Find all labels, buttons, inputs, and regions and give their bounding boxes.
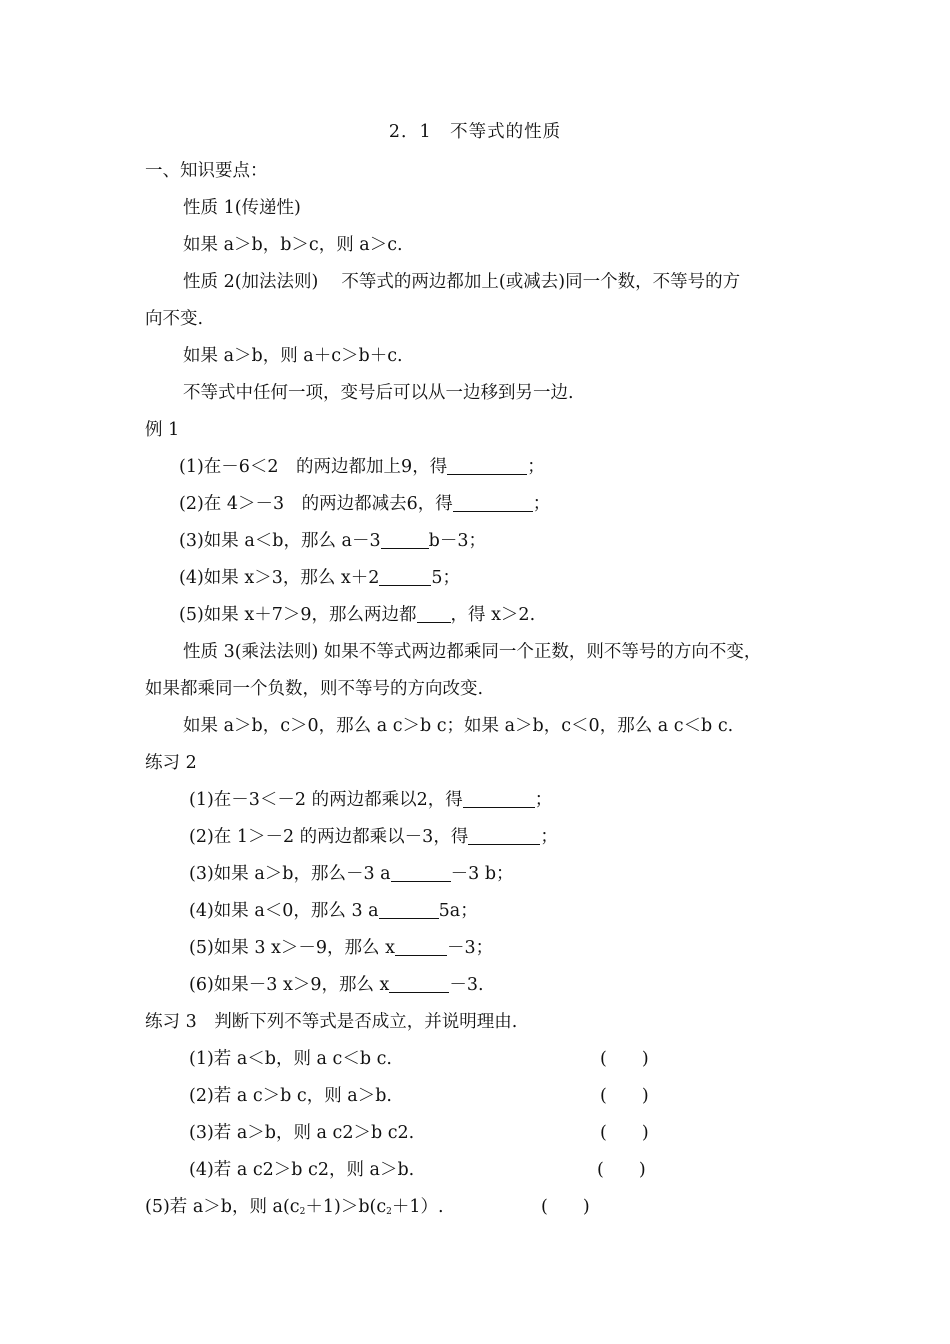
answer-blank[interactable] <box>391 863 451 882</box>
exercise-3-heading: 练习 3 判断下列不等式是否成立，并说明理由. <box>145 1012 518 1032</box>
page-title: 2．1 不等式的性质 <box>388 122 562 142</box>
property-2-rule: 如果 a＞b，则 a＋c＞b＋c. <box>183 346 403 366</box>
item-text: ； <box>540 827 558 847</box>
property-2-note: 不等式中任何一项，变号后可以从一边移到另一边. <box>183 383 574 403</box>
answer-blank[interactable] <box>468 826 540 845</box>
property-3-text-cont: 如果都乘同一个负数，则不等号的方向改变. <box>145 679 484 699</box>
superscript: 2 <box>299 1207 306 1217</box>
exercise-2-item-1 <box>189 789 552 811</box>
answer-blank[interactable] <box>379 567 431 586</box>
property-3-rule: 如果 a＞b，c＞0，那么 a c＞b c；如果 a＞b，c＜0，那么 a c＜b c. <box>183 716 734 736</box>
exercise-3-item-2: (2)若 a c＞b c，则 a＞b. <box>189 1086 392 1106</box>
exercise-3-item-3: (3)若 a＞b，则 a c2＞b c2. <box>189 1123 415 1143</box>
judgement-paren[interactable]: ( ) <box>600 1049 649 1069</box>
item-text: ＋1)＞b(c <box>305 1197 387 1217</box>
item-text: (4)如果 x＞3，那么 x＋2 <box>179 568 380 588</box>
exercise-3-item-5 <box>145 1196 444 1223</box>
item-text: －3 b； <box>450 864 514 884</box>
item-text: (6)如果－3 x＞9，那么 x <box>189 975 390 995</box>
judgement-paren[interactable]: ( ) <box>541 1197 590 1217</box>
answer-blank[interactable] <box>447 456 527 475</box>
exercise-2-item-5 <box>189 937 493 959</box>
answer-blank[interactable] <box>381 530 429 549</box>
exercise-2-item-3 <box>189 863 514 885</box>
item-text: (5)若 a＞b，则 a(c <box>145 1197 300 1217</box>
answer-blank[interactable] <box>453 493 533 512</box>
example-1-item-4 <box>179 567 460 589</box>
item-text: －3； <box>446 938 494 958</box>
answer-blank[interactable] <box>395 937 447 956</box>
item-text: (1)在－3＜－2 的两边都乘以2，得 <box>189 790 463 810</box>
item-text: (3)如果 a＜b，那么 a－3 <box>179 531 381 551</box>
section-heading: 一、知识要点： <box>145 161 268 181</box>
item-text: －3. <box>449 975 484 995</box>
exercise-2-heading: 练习 2 <box>145 753 197 773</box>
property-2-text-cont: 向不变. <box>145 309 204 329</box>
judgement-paren[interactable]: ( ) <box>600 1123 649 1143</box>
answer-blank[interactable] <box>379 900 439 919</box>
judgement-paren[interactable]: ( ) <box>600 1086 649 1106</box>
example-1-item-1 <box>179 456 545 478</box>
judgement-paren[interactable]: ( ) <box>597 1160 646 1180</box>
item-text: ＋1）. <box>391 1197 444 1217</box>
answer-blank[interactable] <box>463 789 535 808</box>
exercise-2-item-2 <box>189 826 558 848</box>
item-text: (1)在－6＜2 的两边都加上9，得 <box>179 457 448 477</box>
example-1-item-2 <box>179 493 550 515</box>
item-text: (3)如果 a＞b，那么－3 a <box>189 864 391 884</box>
item-text: b－3； <box>428 531 486 551</box>
item-text: ； <box>532 494 551 514</box>
item-text: 5； <box>431 568 461 588</box>
item-text: ； <box>527 457 545 477</box>
item-text: ； <box>534 790 553 810</box>
superscript: 2 <box>386 1207 392 1217</box>
example-1-heading: 例 1 <box>145 420 180 440</box>
property-1-rule: 如果 a＞b，b＞c，则 a＞c. <box>183 235 403 255</box>
item-text: 5a； <box>438 901 478 921</box>
exercise-2-item-6 <box>189 974 484 996</box>
answer-blank[interactable] <box>389 974 449 993</box>
item-text: (2)在 1＞－2 的两边都乘以－3，得 <box>189 827 469 847</box>
example-1-item-3 <box>179 530 486 552</box>
exercise-3-item-4: (4)若 a c2＞b c2，则 a＞b. <box>189 1160 415 1180</box>
item-text: (2)在 4＞－3 的两边都减去6，得 <box>179 494 453 514</box>
item-text: (4)如果 a＜0，那么 3 a <box>189 901 379 921</box>
item-text: (5)如果 3 x＞－9，那么 x <box>189 938 395 958</box>
exercise-2-item-4 <box>189 900 478 922</box>
property-1-title: 性质 1(传递性) <box>183 198 301 218</box>
item-text: (5)如果 x＋7＞9，那么两边都 <box>179 605 417 625</box>
property-2-text: 性质 2(加法法则) 不等式的两边都加上(或减去)同一个数，不等号的方 <box>183 272 741 292</box>
example-1-item-5 <box>179 604 535 626</box>
property-3-text: 性质 3(乘法法则) 如果不等式两边都乘同一个正数，则不等号的方向不变， <box>183 642 762 662</box>
answer-blank[interactable] <box>417 604 451 623</box>
item-text: ，得 x＞2. <box>450 605 536 625</box>
exercise-3-item-1: (1)若 a＜b，则 a c＜b c. <box>189 1049 392 1069</box>
